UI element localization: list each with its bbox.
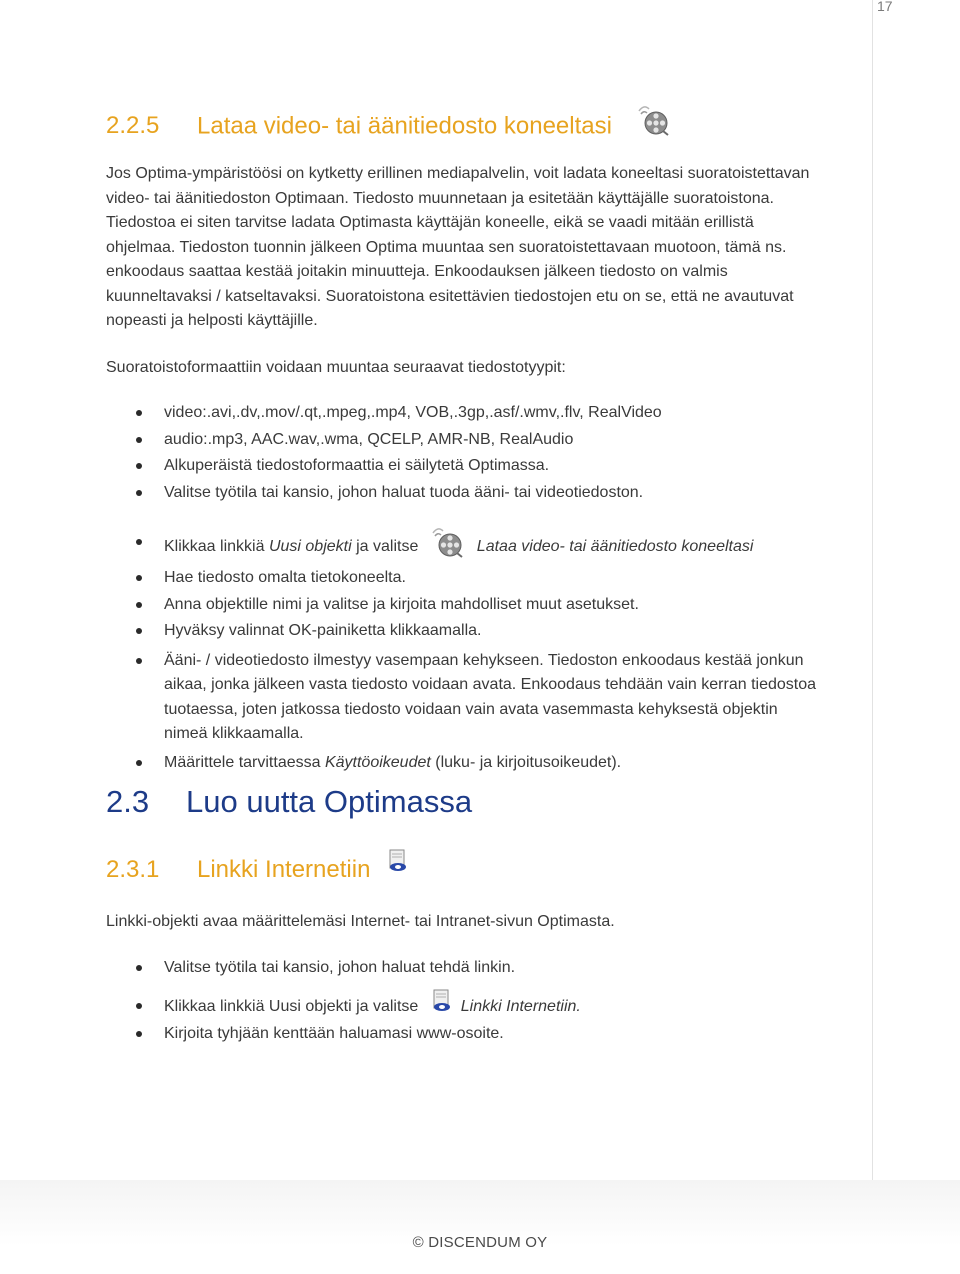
heading-number: 2.3.1 — [106, 856, 160, 883]
list-item — [106, 649, 896, 747]
step-text: (luku- ja kirjoitusoikeudet). — [430, 753, 622, 771]
heading-2-3-1 — [106, 856, 409, 884]
link-steps-list — [106, 956, 896, 1046]
list-item: Hae tiedosto omalta tietokoneelta. — [106, 566, 896, 591]
uusi-objekti-link: Uusi objekti — [268, 538, 352, 556]
intro-line: ohjelmaa. Tiedoston tuonnin jälkeen Optima muuntaa sen suoratoistettavaan muotoon, tämä ns. — [106, 238, 787, 256]
heading-number: 2.2.5 — [106, 112, 160, 140]
step-text: ja valitse — [351, 538, 419, 556]
frame-line: Ääni- / videotiedosto ilmestyy vasempaan kehykseen. Tiedoston enkoodaus kestää jonkun — [164, 651, 804, 669]
formats-list — [106, 401, 896, 505]
intro-line: Jos Optima-ympäristöösi on kytketty erillinen mediapalvelin, voit ladata koneeltasi suoratoistettavan — [106, 165, 810, 182]
list-item — [106, 994, 896, 1020]
footer-band — [0, 1180, 960, 1274]
intro-line: nopeasti ja helposti käyttäjille. — [106, 312, 318, 329]
formats-intro: Suoratoistoformaattiin voidaan muuntaa seuraavat tiedostotyypit: — [106, 359, 566, 376]
frame-line: aikaa, jonka jälkeen vasta tiedosto voidaan avata. Enkoodaus tehdään vain kerran tiedostoa — [164, 676, 816, 693]
list-item: Alkuperäistä tiedostoformaattia ei säilytetä Optimassa. — [106, 454, 896, 479]
list-item: video:.avi,.dv,.mov/.qt,.mpeg,.mp4, VOB,.3gp,.asf/.wmv,.flv, RealVideo — [106, 401, 896, 426]
step-text: Määrittele tarvittaessa — [164, 753, 325, 771]
linkki-internetiin-link: Linkki Internetiin. — [460, 997, 581, 1015]
frame-line: nimeä klikkaamalla. — [164, 725, 304, 742]
intro-line: Tiedostoa ei siten tarvitse ladata Optimasta käyttäjän koneelle, eikä se vaadi mitään erillistä — [106, 214, 754, 231]
kayttooikeudet-link: Käyttöoikeudet — [324, 753, 431, 771]
footer-copyright: © DISCENDUM OY — [412, 1234, 548, 1251]
heading-number: 2.3 — [106, 784, 150, 819]
film-reel-icon — [431, 524, 463, 558]
lataa-video-link: Lataa video- tai äänitiedosto koneeltasi — [476, 538, 754, 556]
heading-2-2-5 — [106, 110, 669, 144]
step-text: Klikkaa linkkiä Uusi objekti ja valitse — [164, 997, 419, 1015]
list-item: Anna objektille nimi ja valitse ja kirjoita mahdolliset muut asetukset. — [106, 593, 896, 618]
intro-line: kuunneltavaksi / katseltavaksi. Suoratoistona esitettävien tiedostojen etu on se, että ne avautuvat — [106, 287, 794, 305]
list-item: Kirjoita tyhjään kenttään haluamasi www-osoite. — [106, 1022, 896, 1047]
list-item: audio:.mp3, AAC.wav,.wma, QCELP, AMR-NB, RealAudio — [106, 428, 896, 453]
heading-title: Lataa video- tai äänitiedosto koneeltasi — [197, 112, 612, 140]
intro-line: video- tai äänitiedoston Optimaan. Tiedosto muunnetaan ja esitetään käyttäjälle suoratoistona. — [106, 189, 774, 207]
list-item — [106, 530, 896, 564]
list-item: Valitse työtila tai kansio, johon haluat tuoda ääni- tai videotiedoston. — [106, 481, 896, 506]
list-item: Valitse työtila tai kansio, johon haluat tehdä linkin. — [106, 956, 896, 981]
film-reel-icon — [637, 102, 669, 136]
heading-2-3 — [106, 784, 472, 820]
web-link-icon — [387, 848, 409, 874]
section-2-2-5-intro — [106, 162, 896, 334]
heading-title: Linkki Internetiin — [197, 856, 371, 883]
section-2-3-1-intro: Linkki-objekti avaa määrittelemäsi Internet- tai Intranet-sivun Optimasta. — [106, 913, 615, 930]
intro-line: enkoodaus saattaa kestää joitakin minuutteja. Enkoodauksen jälkeen tiedosto on valmis — [106, 263, 728, 280]
frame-line: tuotaessa, joten jatkossa tiedosto voidaan vain avata vasemmasta kehyksestä objektin — [164, 700, 778, 718]
web-link-icon — [431, 988, 453, 1014]
list-item — [106, 751, 896, 776]
page-number: 17 — [877, 0, 893, 14]
heading-title: Luo uutta Optimassa — [186, 784, 473, 819]
step-text: Klikkaa linkkiä — [164, 538, 269, 556]
list-item: Hyväksy valinnat OK-painiketta klikkaamalla. — [106, 619, 896, 644]
steps-list — [106, 530, 896, 775]
